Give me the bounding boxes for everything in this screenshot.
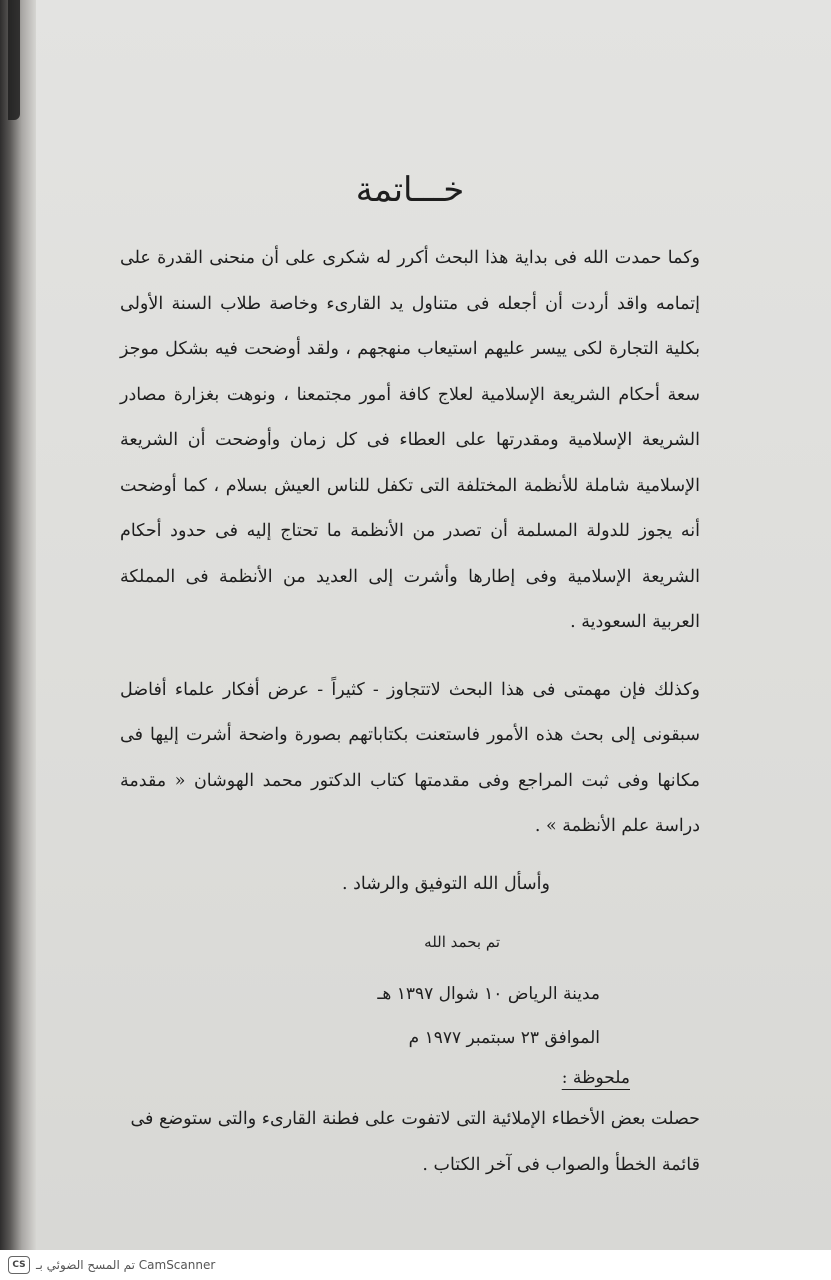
gregorian-date: الموافق ٢٣ سبتمبر ١٩٧٧ م [408,1027,600,1048]
camscanner-logo-icon: CS [8,1256,30,1274]
camscanner-watermark-text: تم المسح الضوئي بـ CamScanner [36,1258,216,1272]
page-title: خـــاتمة [355,170,465,210]
page-content [120,170,700,1188]
place-and-hijri-date: مدينة الرياض ١٠ شوال ١٣٩٧ هـ [377,983,600,1004]
camscanner-footer [0,1250,831,1280]
book-binding-dark-corner [8,0,20,120]
paragraph-1: وكما حمدت الله فى بداية هذا البحث أكرر له شكرى على أن منحنى القدرة على إتمامه واقد أردت أن أجعله فى متناول يد القارىء وخاصة طلاب السنة الأولى بكلية التجارة لكى ييسر عليهم استيعاب منهجهم ، ولقد أوضحت فيه بشكل موجز سعة أحكام الشريعة الإسلامية لعلاج كافة أمور مجتمعنا ، ونوهت بغزارة مصادر الشريعة الإسلامية ومقدرتها على العطاء فى كل زمان وأوضحت أن الشريعة الإسلامية شاملة للأنظمة المختلفة التى تكفل للناس العيش بسلام ، كما أوضحت أنه يجوز للدولة المسلمة أن تصدر من الأنظمة ما تحتاج إليه فى حدود أحكام الشريعة الإسلامية وفى إطارها وأشرت إلى العديد من الأنظمة فى المملكة العربية السعودية . [120,248,700,632]
book-binding-shadow [0,0,36,1250]
note-text: حصلت بعض الأخطاء الإملائية التى لاتفوت على فطنة القارىء والتى ستوضع فى قائمة الخطأ والصواب فى آخر الكتاب . [130,1108,700,1175]
closing-prayer: وأسأل الله التوفيق والرشاد . [341,873,550,894]
note-label: ملحوظة : [561,1067,630,1088]
signoff: تم بحمد الله [424,932,500,951]
paragraph-2: وكذلك فإن مهمتى فى هذا البحث لاتتجاوز - كثيراً - عرض أفكار علماء أفاضل سبقونى إلى بحث هذه الأمور فاستعنت بكتاباتهم بصورة واضحة أشرت إليها فى مكانها وفى ثبت المراجع وفى مقدمتها كتاب الدكتور محمد الهوشان « مقدمة دراسة علم الأنظمة » . [120,679,700,836]
